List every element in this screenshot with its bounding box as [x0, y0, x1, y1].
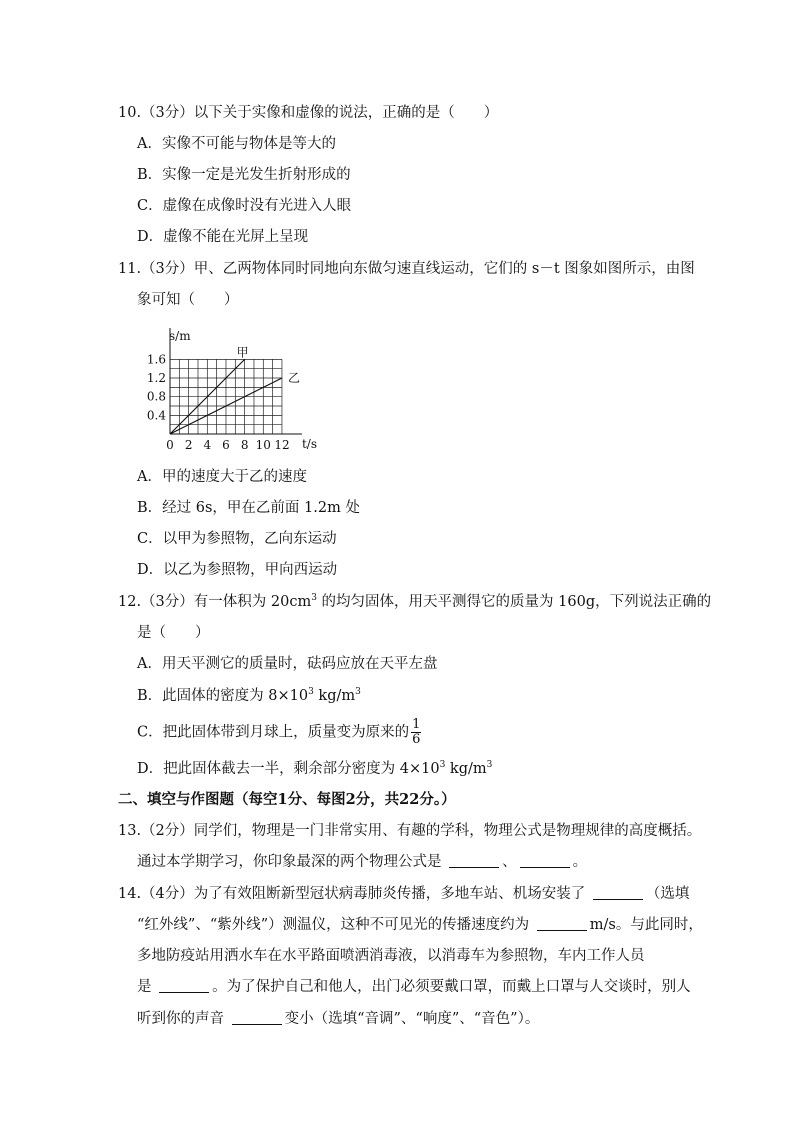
y-axis-label: s/m: [169, 329, 191, 343]
q10-stem: 10.（3分）以下关于实像和虚像的说法，正确的是（ ）: [118, 105, 499, 121]
q14-line5: 听到你的声音 变小（选填“音调”、“响度”、“音色”）。: [137, 1011, 540, 1027]
q12-stem-line1: 12.（3分）有一体积为 $20cm^3$ 的均匀固体，用天平测得它的质量为 160g，下列说法正确的: [118, 593, 712, 610]
q13-blank-2[interactable]: [520, 853, 570, 868]
x-tick-label: 0: [166, 438, 174, 452]
x-axis-label: t/s: [301, 437, 317, 451]
q11-option-b: B．经过 6s，甲在乙前面 1.2m 处: [137, 500, 360, 516]
q11-stem-line2: 象可知（ ）: [137, 292, 239, 308]
q12-option-b: B．此固体的密度为 $8\times 10^3$ $kg/m^3$: [137, 687, 361, 704]
q14-line4: 是 。为了保护自己和他人，出门必须要戴口罩，而戴上口罩与人交谈时，别人: [137, 979, 691, 995]
q14-blank-3[interactable]: [159, 978, 209, 993]
q14-line1: 14.（4分）为了有效阻断新型冠状病毒肺炎传播，多地车站、机场安装了 （选填: [118, 886, 690, 902]
y-tick-label: 1.2: [146, 371, 166, 386]
y-tick-label: 0.4: [146, 408, 166, 423]
x-tick-label: 2: [184, 438, 193, 452]
q12-option-d: D．把此固体截去一半，剩余部分密度为 $4\times 10^3$ $kg/m^3$: [137, 760, 493, 777]
q10-option-d: D．虚像不能在光屏上呈现: [137, 229, 309, 245]
q11-option-d: D．以乙为参照物，甲向西运动: [137, 562, 338, 578]
x-tick-label: 4: [203, 438, 212, 452]
q14-line2: “红外线”、“紫外线”）测温仪，这种不可见光的传播速度约为 m/s。与此同时，: [137, 917, 703, 933]
series-label-yi: 乙: [287, 371, 300, 386]
q13-line2: 通过本学期学习，你印象最深的两个物理公式是 、 。: [137, 854, 588, 870]
graph-grid: [170, 359, 282, 434]
q14-line3: 多地防疫站用洒水车在水平路面喷洒消毒液，以消毒车为参照物，车内工作人员: [137, 948, 645, 964]
q12-option-c: C．把此固体带到月球上，质量变为原来的 $\frac{1}{6}$: [137, 717, 421, 747]
x-tick-label: 12: [274, 438, 290, 452]
fraction-one-sixth: $\frac{1}{6}$: [412, 717, 421, 747]
q10-option-a: A．实像不可能与物体是等大的: [137, 136, 336, 152]
y-tick-label: 1.6: [146, 352, 166, 367]
q11-option-a: A．甲的速度大于乙的速度: [137, 469, 307, 485]
st-graph: [138, 322, 338, 457]
q10-option-c: C．虚像在成像时没有光进入人眼: [137, 198, 352, 214]
q11-option-c: C．以甲为参照物，乙向东运动: [137, 531, 337, 547]
q11-stem-line1: 11.（3分）甲、乙两物体同时同地向东做匀速直线运动，它们的 s－t 图象如图所示，由图: [118, 261, 695, 277]
q14-blank-2[interactable]: [537, 916, 587, 931]
q12-stem-line2: 是（ ）: [137, 625, 210, 641]
q13-blank-1[interactable]: [449, 853, 499, 868]
q12-option-a: A．用天平测它的质量时，砝码应放在天平左盘: [137, 656, 438, 672]
q13-line1: 13.（2分）同学们，物理是一门非常实用、有趣的学科，物理公式是物理规律的高度概括。: [118, 823, 702, 839]
section-2-title: 二、填空与作图题（每空1分、每图2分，共22分。）: [118, 791, 456, 808]
q10-option-b: B．实像一定是光发生折射形成的: [137, 167, 351, 183]
y-tick-label: 0.8: [146, 389, 166, 404]
q14-blank-4[interactable]: [232, 1010, 282, 1025]
q14-blank-1[interactable]: [593, 885, 643, 900]
x-tick-label: 8: [240, 438, 249, 452]
series-label-jia: 甲: [236, 345, 249, 360]
x-tick-label: 10: [255, 438, 271, 452]
x-tick-label: 6: [222, 438, 230, 452]
